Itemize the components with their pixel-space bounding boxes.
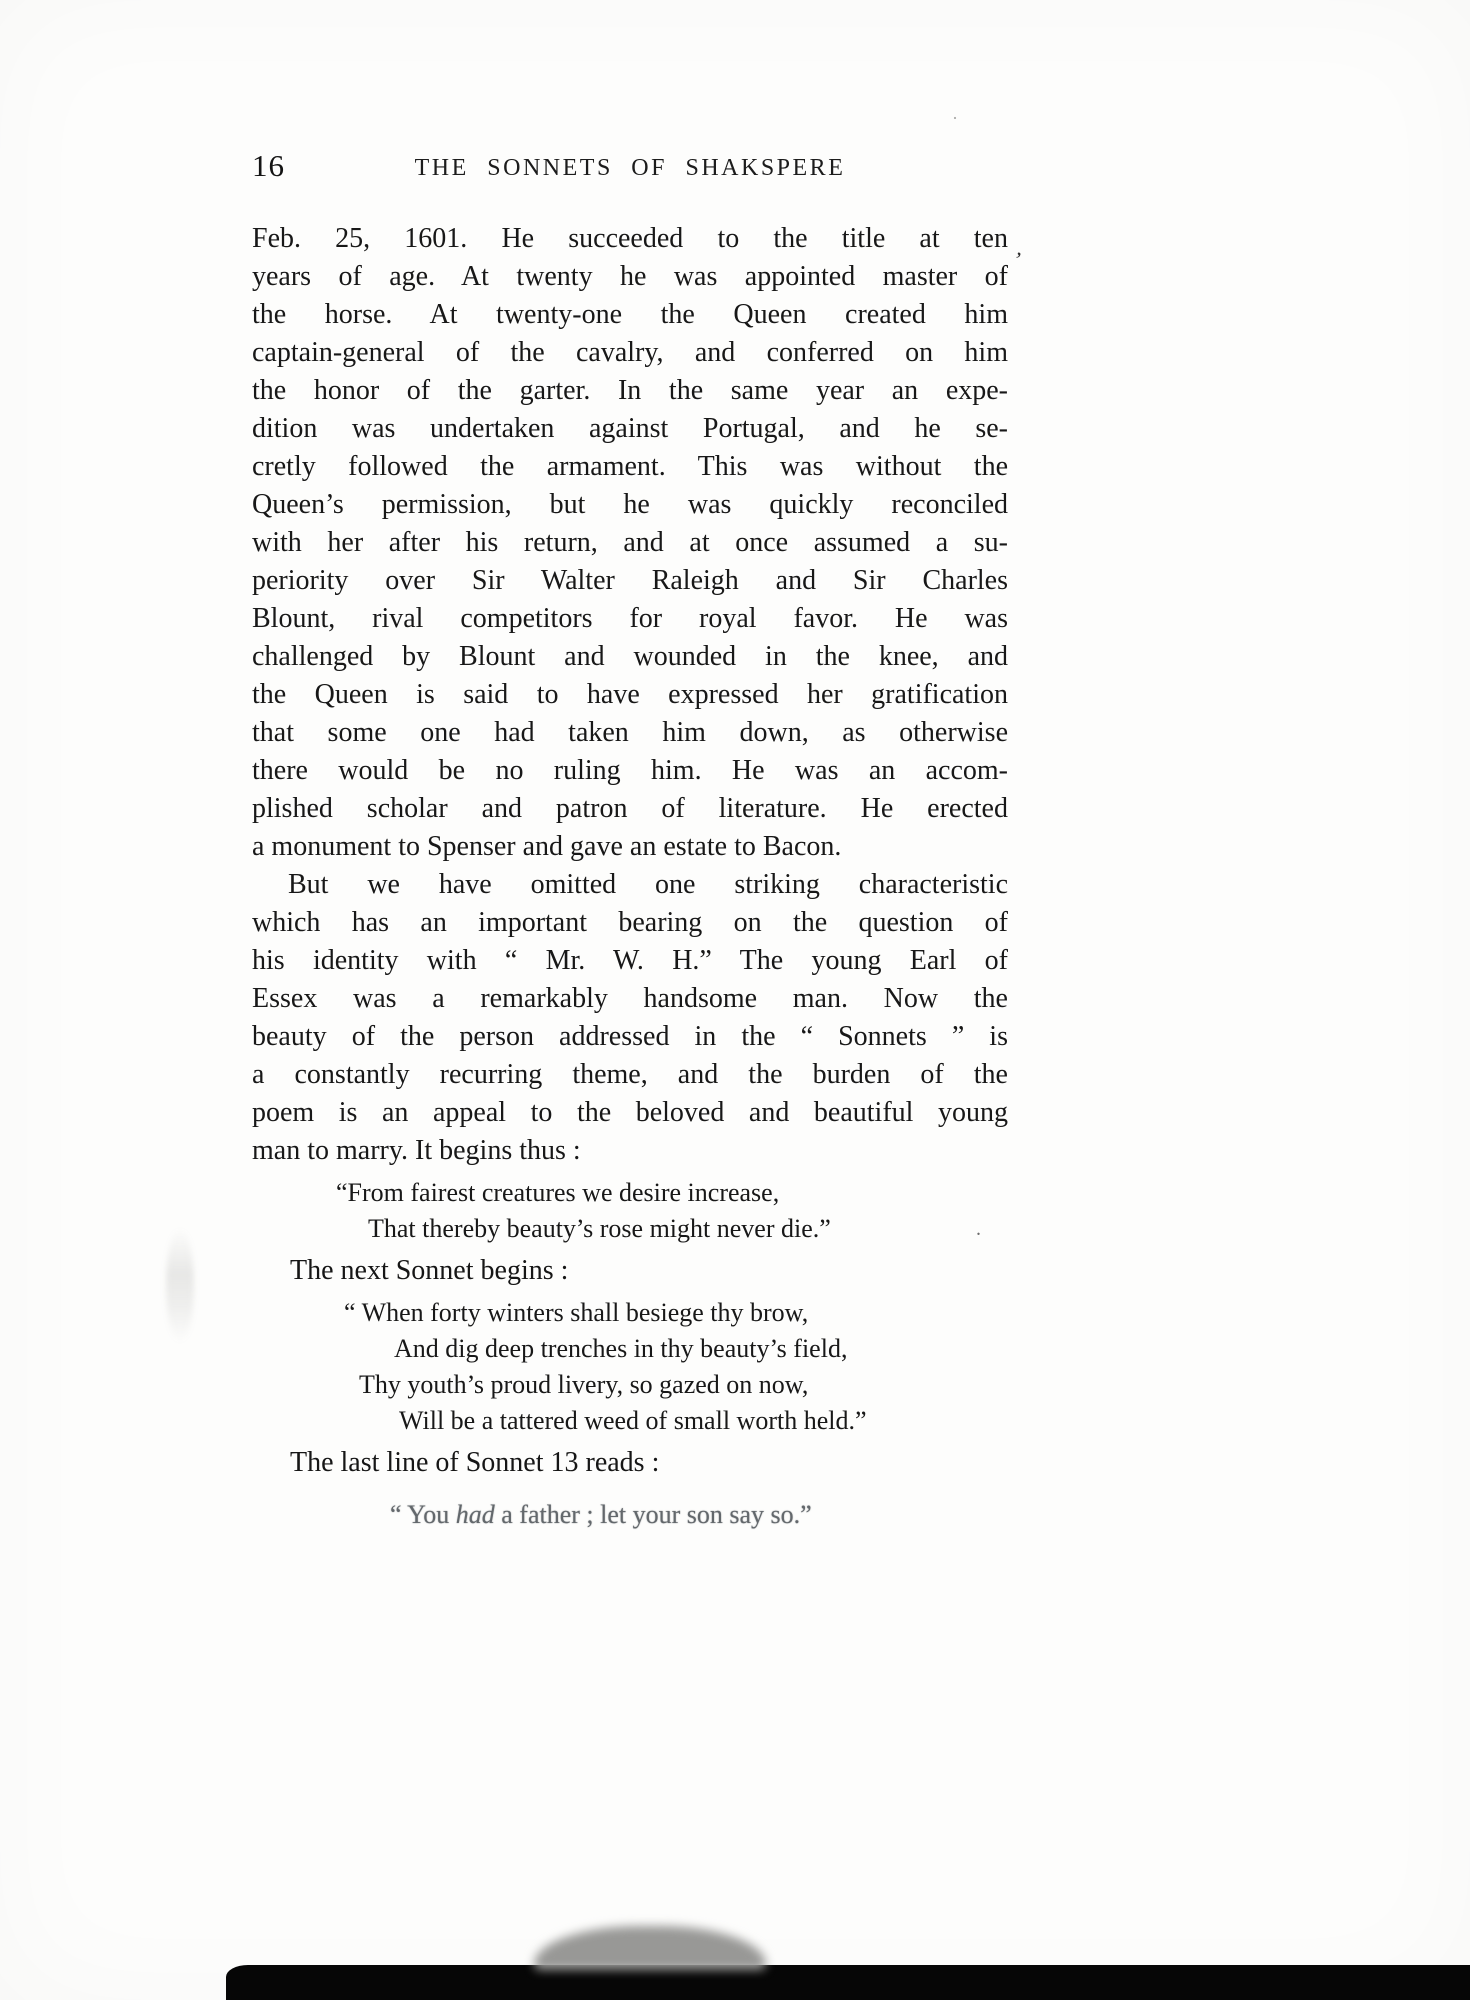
final-quote-prefix: “ You xyxy=(390,1500,456,1529)
text-line: That thereby beauty’s rose might never die.” xyxy=(368,1214,831,1243)
text-line: cretly followed the armament. This was without the xyxy=(252,451,1008,482)
interlude-text: The next Sonnet begins : xyxy=(290,1255,569,1286)
scan-artifact-dot: . xyxy=(976,1218,981,1240)
text-line: the Queen is said to have expressed her gratification xyxy=(252,679,1008,710)
text-line: Blount, rival competitors for royal favor. He was xyxy=(252,603,1008,634)
final-quote-suffix: a father ; let your son say so.” xyxy=(494,1500,812,1529)
text-line: poem is an appeal to the beloved and beautiful young xyxy=(252,1097,1008,1128)
text-line: Will be a tattered weed of small worth held.” xyxy=(399,1406,867,1435)
text-line: Thy youth’s proud livery, so gazed on now, xyxy=(359,1370,809,1399)
page-number: 16 xyxy=(252,148,285,183)
text-line: the horse. At twenty-one the Queen created him xyxy=(252,299,1008,330)
text-line: dition was undertaken against Portugal, and he se- xyxy=(252,413,1008,444)
text-line: challenged by Blount and wounded in the knee, and xyxy=(252,641,1008,672)
final-quote xyxy=(390,1500,1008,1530)
text-line: plished scholar and patron of literature. He erected xyxy=(252,793,1008,824)
text-line: that some one had taken him down, as otherwise xyxy=(252,717,1008,748)
text-line: man to marry. It begins thus : xyxy=(252,1135,581,1166)
text-line: years of age. At twenty he was appointed master of xyxy=(252,261,1008,292)
text-line: periority over Sir Walter Raleigh and Sir Charles xyxy=(252,565,1008,596)
scan-artifact-mark: ʼ xyxy=(1011,246,1024,273)
text-line: there would be no ruling him. He was an accom- xyxy=(252,755,1008,786)
running-header-title: THE SONNETS OF SHAKSPERE xyxy=(414,155,846,181)
scan-artifact-dot: · xyxy=(952,108,958,128)
text-line: with her after his return, and at once assumed a su- xyxy=(252,527,1008,558)
text-line: But we have omitted one striking characteristic xyxy=(288,869,1008,900)
scan-artifact-bottom-bar xyxy=(226,1965,1470,2000)
body-paragraph xyxy=(252,866,1008,1170)
text-line: Queen’s permission, but he was quickly reconciled xyxy=(252,489,1008,520)
page-header xyxy=(252,148,1008,186)
text-line: “From fairest creatures we desire increase, xyxy=(336,1178,780,1207)
text-line: the honor of the garter. In the same year an expe- xyxy=(252,375,1008,406)
text-line: a monument to Spenser and gave an estate to Bacon. xyxy=(252,831,842,862)
text-line: Feb. 25, 1601. He succeeded to the title at ten xyxy=(252,223,1008,254)
text-line: Essex was a remarkably handsome man. Now the xyxy=(252,983,1008,1014)
interlude-text: The last line of Sonnet 13 reads : xyxy=(290,1447,660,1478)
text-line: And dig deep trenches in thy beauty’s field, xyxy=(394,1334,848,1363)
final-quote-italic: had xyxy=(455,1500,495,1529)
text-line: a constantly recurring theme, and the burden of the xyxy=(252,1059,1008,1090)
scan-smudge xyxy=(166,1228,194,1343)
verse-quote xyxy=(344,1295,1008,1439)
text-line: “ When forty winters shall besiege thy brow, xyxy=(344,1298,809,1327)
text-line: which has an important bearing on the question of xyxy=(252,907,1008,938)
text-line: beauty of the person addressed in the “ Sonnets ” is xyxy=(252,1021,1008,1052)
text-column xyxy=(252,148,1008,1530)
verse-quote xyxy=(336,1175,1008,1247)
text-line: captain-general of the cavalry, and conferred on him xyxy=(252,337,1008,368)
scan-artifact-blob xyxy=(534,1926,766,1970)
body-paragraph xyxy=(252,220,1008,866)
text-line: his identity with “ Mr. W. H.” The young Earl of xyxy=(252,945,1008,976)
